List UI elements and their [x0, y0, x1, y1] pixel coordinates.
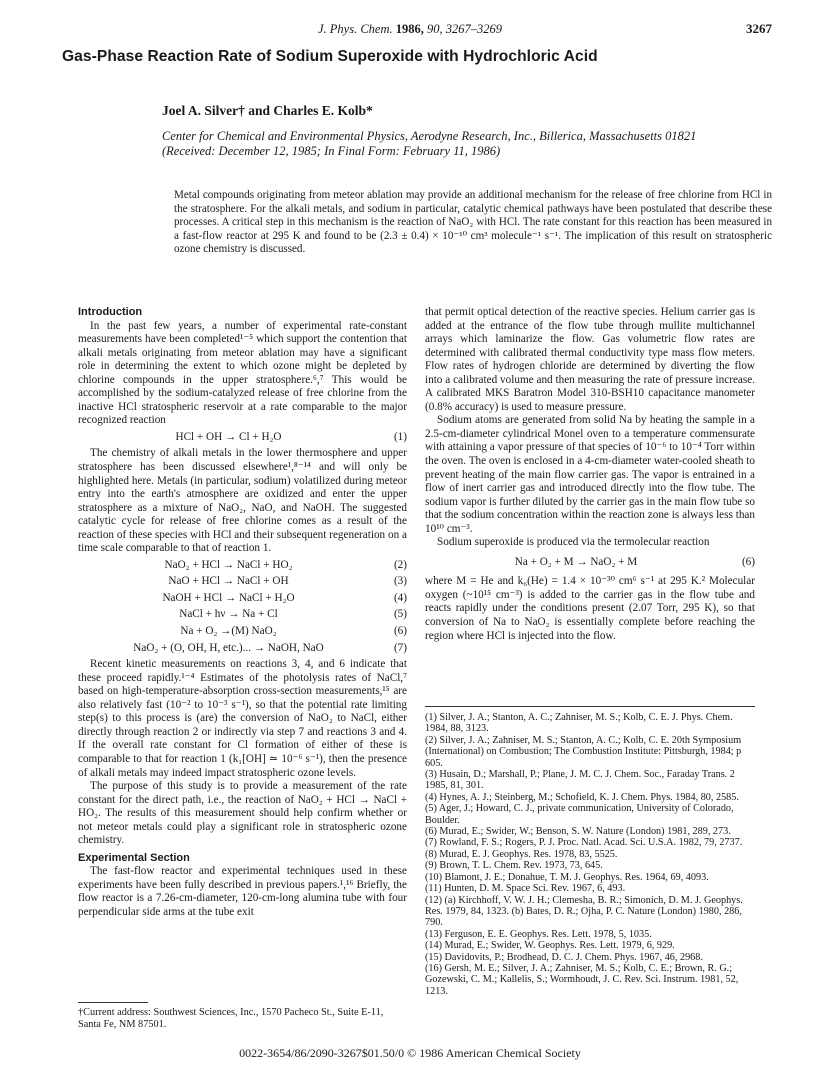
paragraph: that permit optical detection of the reactive species. Helium carrier gas is added at the entrance of the flow tube through mullite multichannel arrays which laminarize the flow. Gas volumetric flow rates are determined with calibrated thermal conductivity type mass flow meters. Flow rates of hydrogen chloride are determined by diverting the flow into a calibrated volume and then measuring the rate of pressure increase. A calibrated MKS Baratron Model 310-BSH10 capacitance manometer (0.8% accuracy) is used to measure pressure.	[425, 306, 755, 413]
equation	[78, 592, 407, 606]
running-head	[0, 22, 820, 37]
section-heading-introduction: Introduction	[78, 306, 143, 318]
reference: (7) Rowland, F. S.; Rogers, P. J. Proc. Natl. Acad. Sci. U.S.A. 1982, 79, 2737.	[425, 837, 743, 849]
reference: (4) Hynes, A. J.; Steinberg, M.; Schofield, K. J. Chem. Phys. 1984, 80, 2585.	[425, 791, 739, 803]
paragraph: The fast-flow reactor and experimental techniques used in these experiments have been fully described in previous papers.¹,¹⁶ Briefly, the flow reactor is a 7.26-cm-diameter, 120-cm-long alumina tube with four perpendicular side arms at the tube exit	[78, 865, 407, 918]
journal-year: 1986,	[395, 22, 424, 36]
reference: (11) Hunten, D. M. Space Sci. Rev. 1967, 6, 493.	[425, 883, 626, 895]
footnote: †Current address: Southwest Sciences, Inc., 1570 Pacheco St., Suite E-11, Santa Fe, NM 87501.	[78, 1007, 384, 1031]
reference: (14) Murad, E.; Swider, W. Geophys. Res. Lett. 1979, 6, 929.	[425, 940, 675, 952]
references-divider	[425, 706, 755, 707]
equation-number: (5)	[393, 608, 407, 621]
equation-number: (6)	[393, 625, 407, 638]
equation-text: NaOH + HCl → NaCl + H₂O	[162, 591, 295, 604]
reference: (5) Ager, J.; Howard, C. J., private communication, University of Colorado, Boulder.	[425, 803, 734, 826]
paragraph: The chemistry of alkali metals in the lower thermosphere and upper stratosphere has been discussed elsewhere¹,⁸⁻¹⁴ and will only be highlighted here. Metals (in particular, sodium) volatilized during meteor entry into the earth's atmosphere are oxidized and enter the upper stratosphere as a mixture of NaO₂, NaO, and NaOH. The suggested catalytic cycle for release of free chlorine comes as a result of the reaction of these species with HCl and their subsequent regeneration on a time scale comparable to that of reaction 1.	[78, 447, 407, 555]
right-column	[425, 306, 755, 643]
copyright-footer: 0022-3654/86/2090-3267$01.50/0 © 1986 American Chemical Society	[239, 1046, 581, 1060]
reference: (10) Blamont, J. E.; Donahue, T. M. J. Geophys. Res. 1964, 69, 4093.	[425, 871, 709, 883]
equation	[425, 556, 755, 570]
equation-text: Na + O₂ →(M) NaO₂	[180, 625, 277, 638]
equation-number: (2)	[393, 558, 407, 571]
paragraph: where M = He and k₆(He) = 1.4 × 10⁻³⁰ cm⁶ s⁻¹ at 295 K.² Molecular oxygen (~10¹⁵ cm⁻³) is added to the carrier gas in the flow tube and reacts rapidly under the conditions present (2.07 Torr, 295 K), so that conversion of Na to NaO₂ is essentially complete before reaching the region where HCl is injected into the flow.	[425, 575, 755, 642]
received-dates: (Received: December 12, 1985; In Final Form: February 11, 1986)	[162, 144, 501, 158]
affiliation: Center for Chemical and Environmental Physics, Aerodyne Research, Inc., Billerica, Massachusetts 01821	[162, 129, 697, 143]
equation	[78, 575, 407, 589]
equation	[78, 608, 407, 622]
reference: (2) Silver, J. A.; Zahniser, M. S.; Stanton, A. C.; Kolb, C. E. 20th Symposium (International) on Combustion; The Combustion Institute: Pittsburgh, 1984; p 605.	[425, 734, 742, 769]
page-number: 3267	[746, 21, 772, 36]
footnote-divider	[78, 1002, 148, 1003]
reference: (1) Silver, J. A.; Stanton, A. C.; Zahniser, M. S.; Kolb, C. E. J. Phys. Chem. 1984, 88, 3123.	[425, 712, 733, 735]
section-heading-experimental: Experimental Section	[78, 851, 190, 864]
references-list	[425, 712, 755, 997]
reference: (12) (a) Kirchhoff, V. W. J. H.; Clemesha, B. R.; Simonich, D. M. J. Geophys. Res. 1979, 84, 1323. (b) Bates, D. R.; Ojha, P. C. Nature (London) 1980, 286, 790.	[425, 894, 743, 929]
reference: (15) Davidovits, P.; Brodhead, D. C. J. Chem. Phys. 1967, 46, 2968.	[425, 951, 703, 963]
equation	[78, 642, 407, 656]
reference: (6) Murad, E.; Swider, W.; Benson, S. W. Nature (London) 1981, 289, 273.	[425, 826, 731, 838]
abstract: Metal compounds originating from meteor ablation may provide an additional mechanism for the release of free chlorine from HCl in the stratosphere. For the alkali metals, and sodium in particular, catalytic chemical pathways have been postulated that describe these processes. A critical step in this mechanism is the reaction of NaO₂ with HCl. The rate constant for this reaction has been measured in a fast-flow reactor at 295 K and found to be (2.3 ± 0.4) × 10⁻¹⁰ cm³ molecule⁻¹ s⁻¹. The implication of this result on stratospheric ozone chemistry is discussed.	[174, 189, 772, 256]
journal-name: J. Phys. Chem.	[317, 22, 393, 36]
paragraph: Sodium atoms are generated from solid Na by heating the sample in a 2.5-cm-diameter cylindrical Monel oven to a temperature commensurate with attaining a vapor pressure of that species of 10⁻⁶ to 10⁻⁴ Torr within the oven. The oven is enclosed in a 4-cm-diameter water-cooled sheath to prevent heating of the main flow carrier gas. The vapor is entrained in a flow of inert carrier gas and introduced directly into the flow tube. The sodium vapor is further diluted by the carrier gas in the main flow tube so that the sodium concentration within the reaction zone is always less than 10¹⁰ cm⁻³.	[425, 414, 755, 535]
equation-text: NaO + HCl → NaCl + OH	[168, 575, 289, 588]
reference: (9) Brown, T. L. Chem. Rev. 1973, 73, 645.	[425, 860, 603, 872]
equation-number: (4)	[393, 591, 407, 604]
equation-number: (6)	[741, 555, 755, 568]
reference: (8) Murad, E. J. Geophys. Res. 1978, 83, 5525.	[425, 848, 618, 860]
volume-pages: 90, 3267–3269	[427, 22, 502, 36]
equation-text: NaO₂ + (O, OH, H, etc.)... → NaOH, NaO	[133, 641, 324, 654]
equation-number: (3)	[393, 575, 407, 588]
reference: (13) Ferguson, E. E. Geophys. Res. Lett. 1978, 5, 1035.	[425, 928, 652, 940]
equation-list	[78, 559, 407, 655]
equation-number: (1)	[393, 430, 407, 443]
reference: (3) Husain, D.; Marshall, P.; Plane, J. M. C. J. Chem. Soc., Faraday Trans. 2 1985, 81, 301.	[425, 769, 735, 792]
authors: Joel A. Silver† and Charles E. Kolb*	[162, 103, 373, 118]
paragraph: Sodium superoxide is produced via the termolecular reaction	[437, 536, 710, 549]
paragraph: The purpose of this study is to provide a measurement of the rate constant for the direct path, i.e., the reaction of NaO₂ + HCl → NaCl + HO₂. The results of this measurement should help confirm whether or not meteor metals could play a significant role in stratospheric ozone chemistry.	[78, 780, 407, 847]
equation	[78, 625, 407, 639]
equation	[78, 559, 407, 573]
paper-title: Gas-Phase Reaction Rate of Sodium Superoxide with Hydrochloric Acid	[62, 48, 598, 65]
paragraph: Recent kinetic measurements on reactions 3, 4, and 6 indicate that these proceed rapidly.¹⁻⁴ Estimates of the photolysis rates of NaCl,⁷ based on high-temperature-absorption cross-section measurements,¹⁵ are also relatively fast (10⁻² to 10⁻³ s⁻¹), so that the potential rate limiting step(s) to this process is (are) the conversion of NaO₂ to NaCl, either directly through reaction 2 or indirectly via step 7 and reactions 3 and 4. If the overall rate constant for Cl formation of either of these is comparable to that for reaction 1 (k₁[OH] ≃ 10⁻⁶ s⁻¹), then the presence of alkali metals may indeed impact stratospheric ozone levels.	[78, 658, 407, 779]
equation-text: NaCl + hν → Na + Cl	[179, 608, 278, 621]
affiliation-block	[162, 129, 762, 159]
equation	[78, 431, 407, 445]
left-column	[78, 306, 407, 920]
paragraph: In the past few years, a number of experimental rate-constant measurements have been completed¹⁻⁵ which support the contention that alkali metals originating from meteor ablation may have a significant role in determining the extent to which ozone might be depleted by chlorine compounds in the upper stratosphere.⁶,⁷ This would be accomplished by the sodium-catalyzed release of free chlorine from the inactive HCl stratospheric reservoir at a rate comparable to the major recognized reaction	[78, 319, 407, 427]
equation-text: NaO₂ + HCl → NaCl + HO₂	[164, 558, 293, 571]
equation-number: (7)	[393, 641, 407, 654]
equation-text: HCl + OH → Cl + H₂O	[175, 430, 282, 443]
equation-text: Na + O₂ + M → NaO₂ + M	[514, 555, 638, 568]
reference: (16) Gersh, M. E.; Silver, J. A.; Zahniser, M. S.; Kolb, C. E.; Brown, R. G.; Gozewski, C. M.; Kallelis, S.; Wormhoudt, J. C. Rev. Sci. Instrum. 1981, 52, 1213.	[425, 962, 739, 997]
